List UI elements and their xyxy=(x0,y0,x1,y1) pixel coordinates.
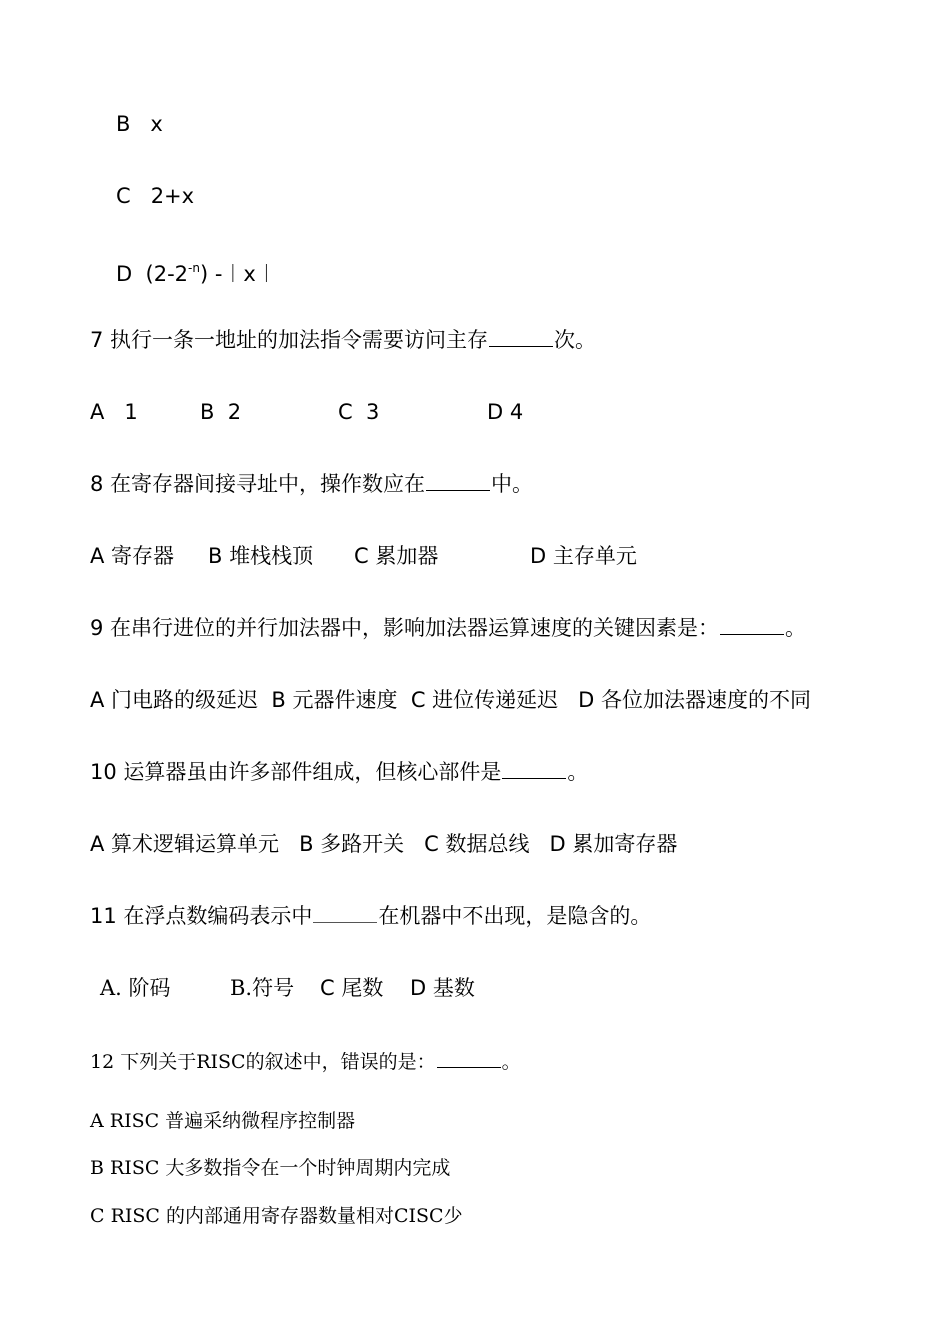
q11-option-a: A. 阶码 xyxy=(100,976,171,1000)
q9-answer-blank xyxy=(720,614,784,635)
q9-options: A 门电路的级延迟 B 元器件速度 C 进位传递延迟 D 各位加法器速度的不同 xyxy=(90,688,812,712)
q10-stem xyxy=(90,758,588,786)
q6-option-d-exponent: -n xyxy=(188,261,200,275)
q10-stem-after: 。 xyxy=(567,760,589,784)
q7-option-c: C 3 xyxy=(338,400,380,424)
q11-option-c: C 尾数 xyxy=(320,976,384,1000)
q12-stem-before: 12 下列关于RISC的叙述中，错误的是： xyxy=(90,1051,436,1073)
q12-option-a: A RISC 普遍采纳微程序控制器 xyxy=(90,1110,356,1132)
q10-stem-before: 10 运算器虽由许多部件组成，但核心部件是 xyxy=(90,760,502,784)
q7-stem-after: 次。 xyxy=(554,328,597,352)
q9-stem-after: 。 xyxy=(785,616,807,640)
q6-option-d-suffix: ) -︱x︱ xyxy=(199,262,277,286)
q7-option-a: A 1 xyxy=(90,400,138,424)
q12-option-c: C RISC 的内部通用寄存器数量相对CISC少 xyxy=(90,1205,463,1227)
q11-stem xyxy=(90,902,651,930)
q7-option-d: D 4 xyxy=(487,400,524,424)
q11-option-d: D 基数 xyxy=(410,976,475,1000)
q9-stem-before: 9 在串行进位的并行加法器中，影响加法器运算速度的关键因素是： xyxy=(90,616,720,640)
q8-option-b: B 堆栈栈顶 xyxy=(208,544,314,568)
q12-option-b: B RISC 大多数指令在一个时钟周期内完成 xyxy=(90,1157,451,1179)
q8-option-c: C 累加器 xyxy=(354,544,439,568)
q11-stem-after: 在机器中不出现，是隐含的。 xyxy=(378,904,652,928)
q10-answer-blank xyxy=(502,758,566,779)
q10-options: A 算术逻辑运算单元 B 多路开关 C 数据总线 D 累加寄存器 xyxy=(90,832,678,856)
q7-answer-blank xyxy=(489,326,553,347)
q6-option-d-prefix: D (2-2 xyxy=(116,262,189,286)
q6-option-b: B x xyxy=(116,112,163,136)
q7-stem-before: 7 执行一条一地址的加法指令需要访问主存 xyxy=(90,328,489,352)
q12-stem xyxy=(90,1047,521,1076)
q8-answer-blank xyxy=(426,470,490,491)
q8-stem-before: 8 在寄存器间接寻址中，操作数应在 xyxy=(90,472,426,496)
q6-option-c: C 2+x xyxy=(116,184,195,208)
q11-option-b: B.符号 xyxy=(230,976,295,1000)
q7-option-b: B 2 xyxy=(200,400,242,424)
q11-answer-blank xyxy=(313,902,377,923)
q8-option-d: D 主存单元 xyxy=(530,544,637,568)
q8-option-a: A 寄存器 xyxy=(90,544,175,568)
q8-stem xyxy=(90,470,533,498)
q9-stem xyxy=(90,614,806,642)
q12-answer-blank xyxy=(437,1047,501,1068)
q12-stem-after: 。 xyxy=(501,1051,521,1073)
q6-option-d xyxy=(116,254,277,288)
q11-stem-before: 11 在浮点数编码表示中 xyxy=(90,904,313,928)
q8-stem-after: 中。 xyxy=(491,472,534,496)
q7-stem xyxy=(90,326,596,354)
